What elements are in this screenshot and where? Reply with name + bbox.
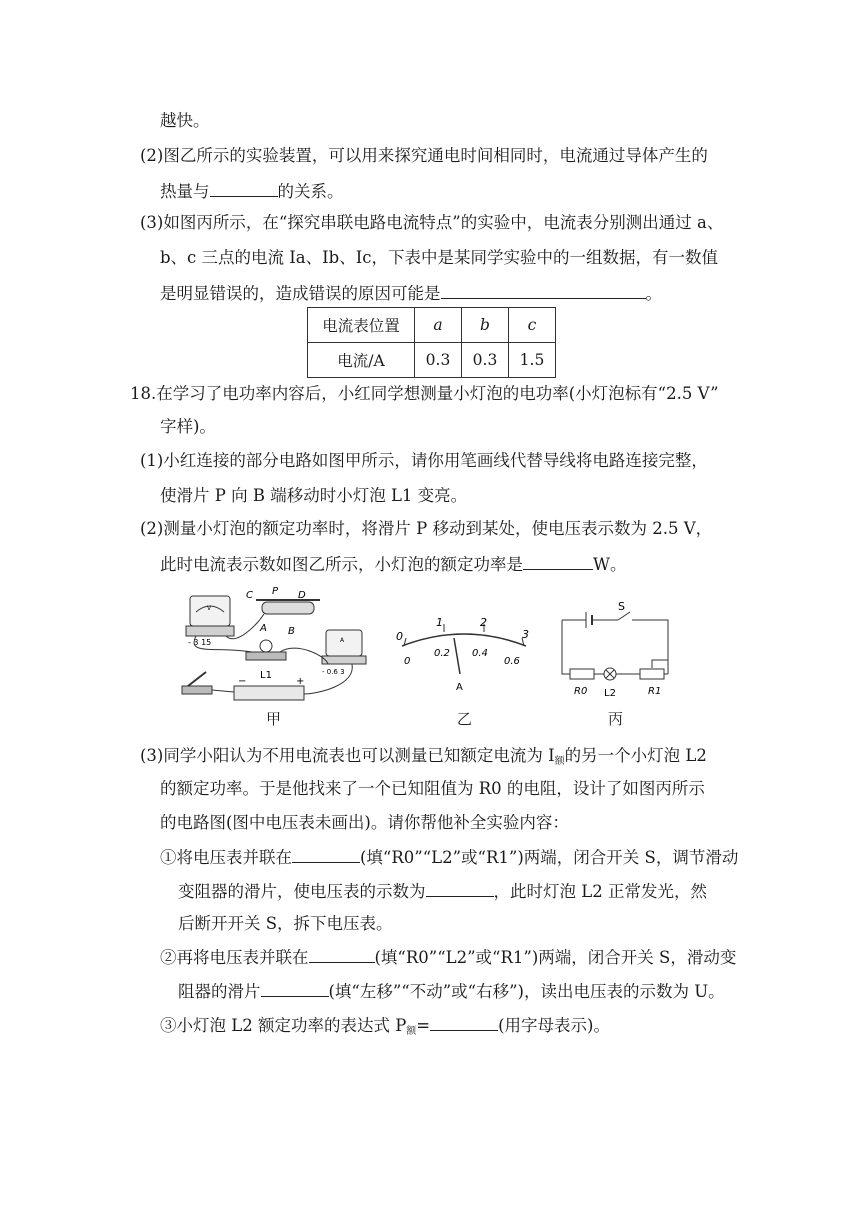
terminal-D: D bbox=[298, 590, 306, 601]
answer-blank[interactable] bbox=[292, 846, 360, 863]
text-span: ②再将电压表并联在 bbox=[160, 948, 309, 967]
text-line: (2)测量小灯泡的额定功率时，将滑片 P 移动到某处，使电压表示数为 2.5 V， bbox=[140, 519, 713, 538]
text-span: 热量与 bbox=[160, 182, 210, 201]
text-line: b、c 三点的电流 Ia、Ib、Ic，下表中是某同学实验中的一组数据，有一数值 bbox=[160, 248, 718, 267]
text-line bbox=[178, 880, 707, 903]
terminal-C: C bbox=[246, 590, 253, 601]
ammeter-scale: - 0.6 3 bbox=[322, 668, 345, 676]
tick-top-2: 2 bbox=[480, 616, 487, 629]
text-line bbox=[160, 946, 736, 969]
table-cell: c bbox=[509, 308, 556, 343]
table-row bbox=[308, 343, 556, 378]
table-cell: 0.3 bbox=[415, 343, 462, 378]
voltmeter-scale: - 3 15 bbox=[188, 638, 212, 647]
text-span: ，此时灯泡 L2 正常发光，然 bbox=[493, 882, 707, 901]
tick-bottom-0: 0 bbox=[404, 656, 411, 667]
text-subscript: 额 bbox=[554, 756, 565, 767]
text-span: ①将电压表并联在 bbox=[160, 848, 292, 867]
slider-P: P bbox=[272, 586, 279, 597]
voltmeter-label: V bbox=[207, 605, 212, 612]
text-line bbox=[160, 1014, 610, 1043]
text-line: 后断开开关 S，拆下电压表。 bbox=[178, 914, 393, 933]
text-span: (填“左移”“不动”或“右移”)，读出电压表的示数为 U。 bbox=[328, 982, 725, 1001]
text-span: 的另一个小灯泡 L2 bbox=[564, 746, 707, 765]
tick-top-3: 3 bbox=[522, 628, 529, 641]
text-span: 阻器的滑片 bbox=[178, 982, 261, 1001]
text-line bbox=[160, 553, 626, 576]
battery-plus: + bbox=[296, 676, 305, 687]
terminal-A: A bbox=[260, 623, 267, 634]
resistor-R0-label: R0 bbox=[574, 686, 588, 697]
bulb-L2-label: L2 bbox=[604, 688, 616, 699]
figure-caption-yi: 乙 bbox=[457, 710, 473, 728]
text-span: 变阻器的滑片，使电压表的示数为 bbox=[178, 882, 426, 901]
question-18-stem: 18.在学习了电功率内容后，小红同学想测量小灯泡的电功率(小灯泡标有“2.5 V” bbox=[130, 384, 719, 403]
text-span: W。 bbox=[593, 555, 627, 574]
text-span: (填“R0”“L2”或“R1”)两端，闭合开关 S，滑动变 bbox=[374, 948, 737, 967]
figure-caption-jia: 甲 bbox=[266, 710, 282, 728]
text-line: (1)小红连接的部分电路如图甲所示，请你用笔画线代替导线将电路连接完整， bbox=[140, 451, 708, 470]
table-cell: 1.5 bbox=[509, 343, 556, 378]
unit-A: A bbox=[456, 682, 463, 693]
text-span: 是明显错误的，造成错误的原因可能是 bbox=[160, 284, 441, 303]
text-span: = bbox=[416, 1016, 431, 1035]
answer-blank[interactable] bbox=[210, 180, 278, 197]
answer-blank[interactable] bbox=[430, 1014, 498, 1031]
text-line: 的额定功率。于是他找来了一个已知阻值为 R0 的电阻，设计了如图丙所示 bbox=[160, 779, 705, 798]
table-cell: a bbox=[415, 308, 462, 343]
table-cell: 电流/A bbox=[308, 343, 415, 378]
answer-blank[interactable] bbox=[261, 980, 329, 997]
text-line: (3)如图丙所示，在“探究串联电路电流特点”的实验中，电流表分别测出通过 a、 bbox=[140, 213, 724, 232]
text-span: (用字母表示)。 bbox=[498, 1016, 610, 1035]
answer-blank[interactable] bbox=[426, 880, 494, 897]
switch-S-label: S bbox=[618, 600, 625, 613]
text-line bbox=[140, 745, 707, 773]
table-cell: 0.3 bbox=[462, 343, 509, 378]
text-span: 。 bbox=[645, 284, 662, 303]
text-line bbox=[160, 846, 738, 869]
rheostat-R1-label: R1 bbox=[648, 686, 662, 697]
text-line: 的电路图(图中电压表未画出)。请你帮他补全实验内容： bbox=[160, 813, 569, 832]
text-line: (2)图乙所示的实验装置，可以用来探究通电时间相同时，电流通过导体产生的 bbox=[140, 146, 708, 165]
current-data-table bbox=[307, 307, 556, 378]
tick-bottom-0.2: 0.2 bbox=[434, 648, 450, 659]
text-line: 越快。 bbox=[160, 111, 210, 130]
text-subscript: 额 bbox=[406, 1026, 417, 1037]
text-line bbox=[160, 282, 662, 305]
figure-caption-bing: 丙 bbox=[608, 710, 624, 728]
text-line bbox=[178, 980, 725, 1003]
bulb-L1-label: L1 bbox=[260, 670, 272, 681]
tick-top-1: 1 bbox=[436, 616, 443, 629]
answer-blank[interactable] bbox=[309, 946, 375, 963]
answer-blank[interactable] bbox=[523, 553, 593, 570]
tick-bottom-0.6: 0.6 bbox=[504, 656, 520, 667]
text-line: 字样)。 bbox=[160, 417, 216, 436]
text-span: 的关系。 bbox=[277, 182, 344, 201]
text-span: (填“R0”“L2”或“R1”)两端，闭合开关 S，调节滑动 bbox=[360, 848, 739, 867]
text-line bbox=[160, 180, 344, 203]
battery-minus: − bbox=[238, 676, 247, 687]
text-span: (3)同学小阳认为不用电流表也可以测量已知额定电流为 I bbox=[140, 746, 555, 765]
table-cell: 电流表位置 bbox=[308, 308, 415, 343]
text-span: 此时电流表示数如图乙所示，小灯泡的额定功率是 bbox=[160, 555, 523, 574]
figure-yi-ammeter-scale bbox=[388, 616, 538, 696]
answer-blank[interactable] bbox=[441, 282, 646, 299]
text-span: ③小灯泡 L2 额定功率的表达式 P bbox=[160, 1016, 407, 1035]
tick-top-0: 0 bbox=[396, 630, 403, 643]
figure-bing-circuit bbox=[556, 600, 676, 700]
figure-jia-circuit bbox=[176, 586, 372, 706]
tick-bottom-0.4: 0.4 bbox=[472, 648, 488, 659]
terminal-B: B bbox=[288, 626, 295, 637]
text-line: 使滑片 P 向 B 端移动时小灯泡 L1 变亮。 bbox=[160, 486, 468, 505]
table-cell: b bbox=[462, 308, 509, 343]
table-row bbox=[308, 308, 556, 343]
ammeter-label: A bbox=[340, 637, 345, 644]
